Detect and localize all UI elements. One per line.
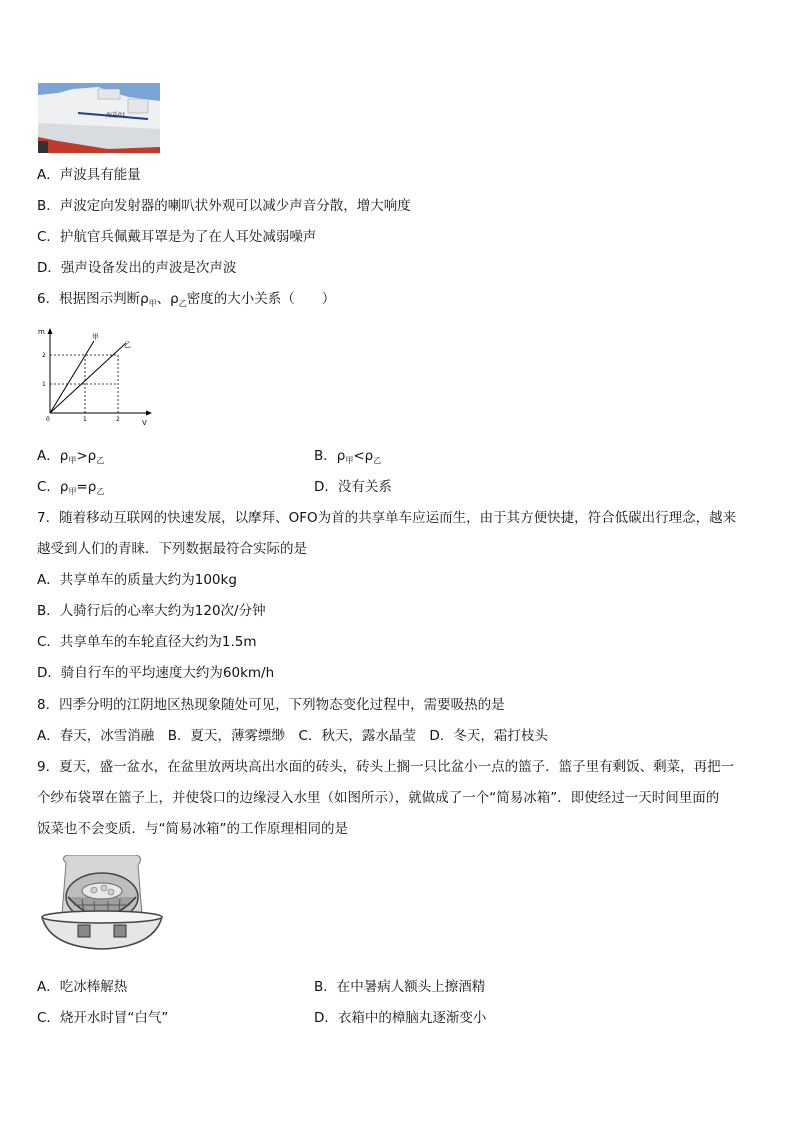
x-axis-label: V: [142, 419, 147, 427]
x-tick-2: 2: [116, 416, 120, 423]
q9-stem-line2: 个纱布袋罩在篮子上，并使袋口的边缘浸入水里（如图所示），就做成了一个“简易冰箱”．即使经过一天时间里面的: [37, 790, 720, 806]
q5-option-b: B．声波定向发射器的喇叭状外观可以减少声音分散，增大响度: [37, 198, 411, 214]
q9-option-a: A．吃冰棒解热: [37, 979, 128, 995]
ship-photo: [38, 83, 160, 153]
q7-option-b: B．人骑行后的心率大约为120次/分钟: [37, 603, 266, 619]
origin-label: 0: [46, 416, 50, 423]
q5-option-a: A．声波具有能量: [37, 167, 141, 183]
q9-stem-line3: 饭菜也不会变质．与“简易冰箱”的工作原理相同的是: [37, 821, 348, 837]
q8-stem: 8．四季分明的江阴地区热现象随处可见，下列物态变化过程中，需要吸热的是: [37, 697, 505, 713]
q9-option-b: B．在中暑病人额头上擦酒精: [314, 979, 486, 995]
ship-hull-text: 海巡01: [106, 112, 126, 119]
q6-option-b: B．$\rho_甲<\rho_乙$: [314, 448, 382, 465]
y-tick-2: 2: [42, 352, 46, 359]
y-tick-1: 1: [42, 381, 46, 388]
x-tick-1: 1: [83, 416, 87, 423]
q7-option-a: A．共享单车的质量大约为100kg: [37, 572, 237, 588]
simple-fridge-figure: [38, 855, 166, 955]
line-jia: [50, 341, 94, 413]
q7-stem-line2: 越受到人们的青睐．下列数据最符合实际的是: [37, 541, 307, 557]
label-jia: 甲: [92, 333, 99, 341]
label-yi: 乙: [124, 341, 131, 349]
q7-option-d: D．骑自行车的平均速度大约为60km/h: [37, 665, 275, 681]
mass-volume-graph: [36, 325, 158, 430]
q8-options: A．春天，冰雪消融 B．夏天，薄雾缥缈 C．秋天，露水晶莹 D．冬天，霜打枝头: [37, 728, 548, 744]
q9-option-c: C．烧开水时冒“白气”: [37, 1010, 169, 1026]
q6-option-d: D．没有关系: [314, 479, 392, 495]
q6-stem: 6．根据图示判断$\rho_甲$、$\rho_乙$密度的大小关系（ ）: [37, 291, 336, 308]
q6-option-a: A．$\rho_甲>\rho_乙$: [37, 448, 105, 465]
y-axis-label: m: [38, 328, 45, 336]
q5-option-d: D．强声设备发出的声波是次声波: [37, 260, 237, 276]
line-yi: [50, 343, 126, 413]
q5-option-c: C．护航官兵佩戴耳罩是为了在人耳处减弱噪声: [37, 229, 317, 245]
q9-option-d: D．衣箱中的樟脑丸逐渐变小: [314, 1010, 487, 1026]
q9-stem-line1: 9．夏天，盛一盆水，在盆里放两块高出水面的砖头，砖头上搁一只比盆小一点的篮子．篮子里有剩饭、剩菜，再把一: [37, 759, 735, 775]
q6-option-c: C．$\rho_甲=\rho_乙$: [37, 479, 105, 496]
q7-stem-line1: 7．随着移动互联网的快速发展，以摩拜、OFO为首的共享单车应运而生，由于其方便快捷，符合低碳出行理念，越来: [37, 510, 737, 526]
q7-option-c: C．共享单车的车轮直径大约为1.5m: [37, 634, 257, 650]
